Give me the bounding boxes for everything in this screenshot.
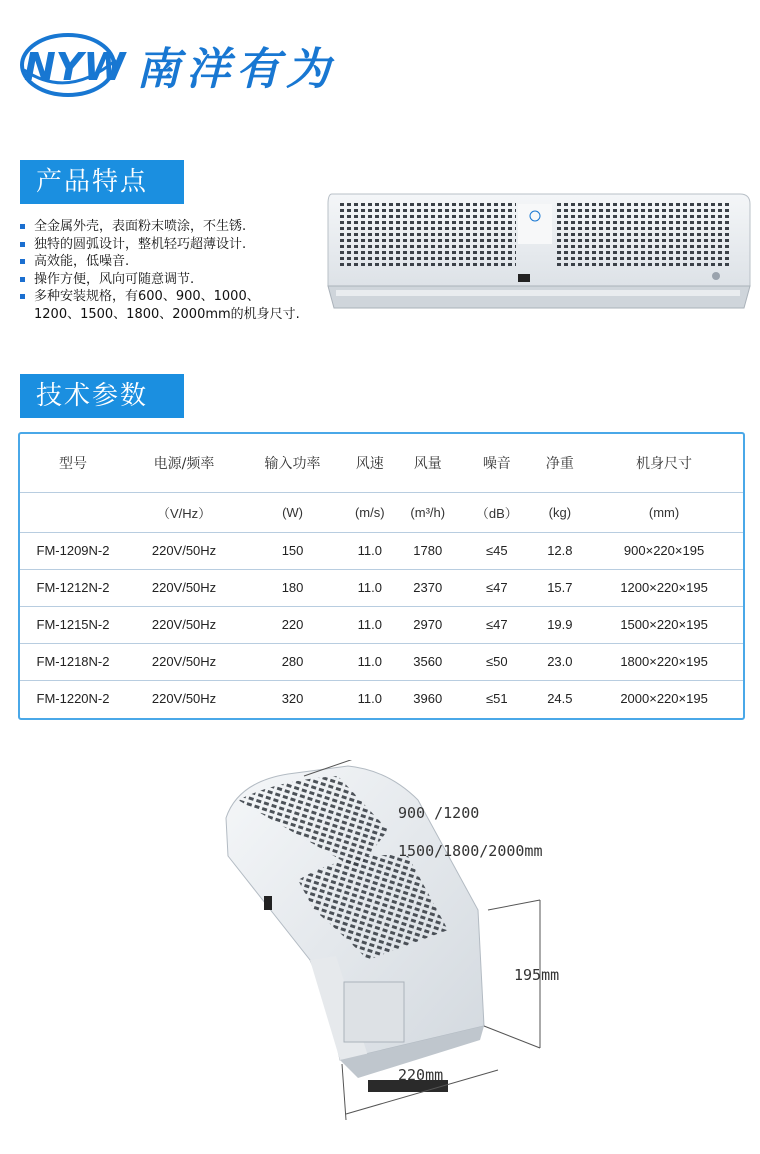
table-cell: ≤47: [459, 569, 535, 606]
table-cell: FM-1209N-2: [20, 532, 126, 569]
bullet-icon: [20, 224, 25, 229]
table-cell: 180: [242, 569, 343, 606]
unit-cell: (kg): [535, 492, 586, 532]
column-header: 噪音: [482, 455, 511, 472]
feature-text: 操作方便，风向可随意调节.: [34, 271, 195, 287]
column-header: 输入功率: [264, 455, 321, 472]
table-cell: FM-1218N-2: [20, 643, 126, 680]
features-section-title: 产品特点: [20, 160, 184, 204]
brand-name: 南洋有为: [136, 44, 336, 95]
table-cell: 280: [242, 643, 343, 680]
table-cell: 320: [242, 680, 343, 717]
table-cell: 2000×220×195: [585, 680, 743, 717]
table-cell: 3560: [396, 643, 459, 680]
column-header: 风速: [355, 455, 384, 472]
table-cell: 15.7: [535, 569, 586, 606]
length-dimension-label-1: 900 /1200: [398, 804, 480, 822]
table-cell: FM-1212N-2: [20, 569, 126, 606]
feature-text: 多种安装规格，有600、900、1000、: [34, 289, 260, 304]
feature-item: [20, 218, 300, 236]
column-header: 机身尺寸: [636, 455, 693, 472]
bullet-icon: [20, 242, 25, 247]
bullet-icon: [20, 277, 25, 282]
column-header: 净重: [545, 455, 574, 472]
table-cell: 24.5: [535, 680, 586, 717]
table-cell: 11.0: [343, 569, 396, 606]
table-cell: 220V/50Hz: [126, 680, 242, 717]
unit-cell: (m³/h): [396, 492, 459, 532]
table-row: [20, 606, 743, 643]
height-dimension-label: 195mm: [514, 966, 560, 984]
table-row: [20, 532, 743, 569]
table-cell: 1500×220×195: [585, 606, 743, 643]
feature-text: 独特的圆弧设计，整机轻巧超薄设计.: [34, 236, 247, 252]
table-cell: 11.0: [343, 680, 396, 717]
table-cell: 220V/50Hz: [126, 606, 242, 643]
unit-cell: (m/s): [343, 492, 396, 532]
table-cell: FM-1220N-2: [20, 680, 126, 717]
table-units-row: [20, 492, 743, 532]
unit-cell: （V/Hz）: [126, 492, 242, 532]
table-cell: 11.0: [343, 643, 396, 680]
bullet-icon: [20, 259, 25, 264]
table-cell: ≤50: [459, 643, 535, 680]
column-header: 型号: [59, 455, 87, 472]
table-cell: 19.9: [535, 606, 586, 643]
table-cell: ≤51: [459, 680, 535, 717]
table-cell: 1780: [396, 532, 459, 569]
specs-section-title: 技术参数: [20, 374, 184, 418]
brand-logo: [18, 30, 336, 100]
feature-item: [20, 236, 300, 254]
feature-text: 全金属外壳，表面粉末喷涂，不生锈.: [34, 219, 247, 234]
feature-item: [20, 288, 300, 306]
unit-cell: （dB）: [459, 492, 535, 532]
table-cell: 3960: [396, 680, 459, 717]
table-cell: 1800×220×195: [585, 643, 743, 680]
unit-cell: [20, 492, 126, 532]
feature-item: [20, 253, 300, 271]
column-header: 风量: [413, 455, 442, 472]
table-cell: FM-1215N-2: [20, 606, 126, 643]
table-cell: 12.8: [535, 532, 586, 569]
table-row: [20, 569, 743, 606]
table-cell: 220V/50Hz: [126, 532, 242, 569]
features-list: [20, 218, 300, 323]
table-cell: 220: [242, 606, 343, 643]
logo-mark-icon: [18, 30, 130, 100]
feature-text: 高效能，低噪音.: [34, 254, 130, 269]
specs-table-frame: [18, 432, 745, 720]
table-row: [20, 680, 743, 717]
unit-cell: (W): [242, 492, 343, 532]
table-cell: 23.0: [535, 643, 586, 680]
specs-table: [20, 434, 743, 717]
table-cell: 2370: [396, 569, 459, 606]
table-cell: 900×220×195: [585, 532, 743, 569]
table-row: [20, 643, 743, 680]
logo-mark-text: NYW: [24, 45, 126, 89]
unit-cell: (mm): [585, 492, 743, 532]
air-curtain-dimension-image: [218, 760, 760, 1140]
feature-item: [20, 271, 300, 289]
table-cell: 220V/50Hz: [126, 643, 242, 680]
column-header: 电源/频率: [153, 455, 215, 472]
feature-item-continuation: [20, 306, 300, 324]
table-cell: 150: [242, 532, 343, 569]
table-cell: 11.0: [343, 532, 396, 569]
table-cell: 1200×220×195: [585, 569, 743, 606]
table-cell: ≤47: [459, 606, 535, 643]
table-cell: 11.0: [343, 606, 396, 643]
table-cell: 220V/50Hz: [126, 569, 242, 606]
feature-text: 1200、1500、1800、2000mm的机身尺寸.: [34, 306, 300, 322]
length-dimension-label-2: 1500/1800/2000mm: [398, 842, 543, 860]
table-cell: 2970: [396, 606, 459, 643]
table-cell: ≤45: [459, 532, 535, 569]
depth-dimension-label: 220mm: [398, 1066, 444, 1084]
table-header-row: [20, 434, 743, 492]
air-curtain-front-image: [318, 190, 754, 320]
bullet-icon: [20, 294, 25, 299]
